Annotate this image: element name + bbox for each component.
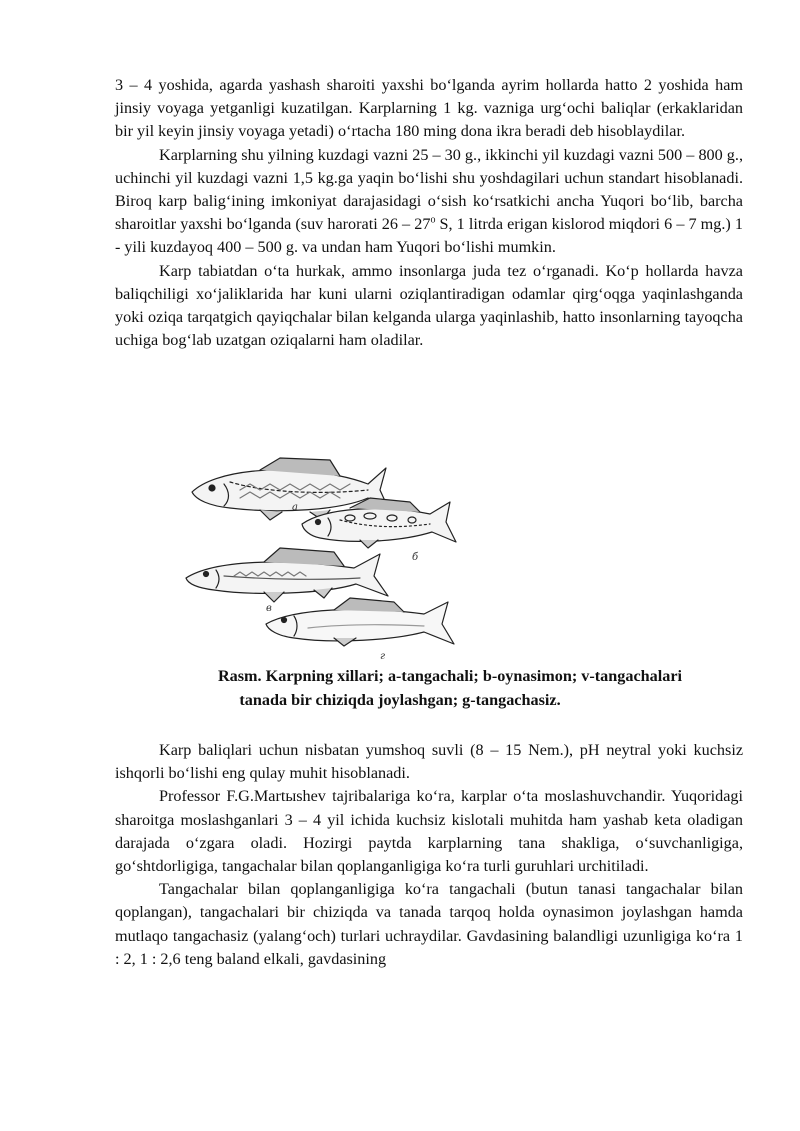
fish-v-label: в bbox=[266, 603, 272, 614]
text-block-top bbox=[115, 74, 743, 352]
degree-mark: o bbox=[430, 214, 436, 226]
text-block-bottom bbox=[115, 739, 743, 971]
carp-varieties-illustration bbox=[180, 444, 480, 664]
fish-a-label: а bbox=[292, 502, 298, 513]
caption-line-1: Rasm. Karpning xillari; a-tangachali; b-oynasimon; v-tangachalari bbox=[217, 667, 683, 685]
paragraph-2-tail: S, 1 litrda erigan kislorod miqdori 6 – 7 mg.) 1 - yili kuzdayoq 400 – 500 g. va undan ham Yuqori bo‘lishi mumkin. bbox=[115, 215, 743, 257]
figure-caption bbox=[150, 664, 750, 712]
fish-b-label: б bbox=[412, 552, 419, 563]
fish-g-label: г bbox=[380, 651, 386, 662]
paragraph-5: Professor F.G.Martыshev tajribalariga ko‘ra, karplar o‘ta moslashuvchandir. Yuqoridagi sharoitga moslashganlari 3 – 4 yil ichida kuchsiz kislotali muhitda ham yashab keta oladigan darajada o‘zgara oladi. Hozirgi paytda karplarning tana shakliga, o‘suvchanligiga, go‘shtdorligiga, tangachalar bilan qoplanganligiga ko‘ra turli guruhlari urchitiladi. bbox=[115, 787, 743, 876]
paragraph-1: 3 – 4 yoshida, agarda yashash sharoiti yaxshi bo‘lganda ayrim hollarda hatto 2 yoshida ham jinsiy voyaga yetganligi kuzatilgan. Karplarning 1 kg. vazniga urg‘ochi baliqlar (erkaklaridan bir yil keyin jinsiy voyaga yetadi) o‘rtacha 180 ming dona ikra beradi deb hisoblaydilar. bbox=[115, 76, 743, 141]
paragraph-2 bbox=[115, 144, 743, 260]
paragraph-3: Karp tabiatdan o‘ta hurkak, ammo insonlarga juda tez o‘rganadi. Ko‘p hollarda havza baliqchiligi xo‘jaliklarida har kuni ularni oziqlantiradigan odamlar qirg‘oqga yaqinlashganda yoki oziqa tarqatgich qayiqchalar bilan kelganda ularga yaqinlashib, hatto insonlarning tayoqcha uchiga bog‘lab uzatgan oziqalarni ham oladilar. bbox=[115, 261, 743, 350]
paragraph-4: Karp baliqlari uchun nisbatan yumshoq suvli (8 – 15 Nem.), pH neytral yoki kuchsiz ishqorli bo‘lishi eng qulay muhit hisoblanadi. bbox=[115, 741, 743, 783]
carp-figure bbox=[180, 444, 480, 664]
paragraph-6: Tangachalar bilan qoplanganligiga ko‘ra tangachali (butun tanasi tangachalar bilan qoplangan), tangachalari bir chiziqda va tanada tarqoq holda oynasimon joylashgan hamda mutlaqo tangachasiz (yalang‘och) turlari uchraydilar. Gavdasining balandligi uzunligiga ko‘ra 1 : 2, 1 : 2,6 teng baland elkali, gavdasining bbox=[115, 880, 743, 968]
fish-g-drawing bbox=[266, 598, 454, 646]
fish-v-drawing bbox=[186, 548, 388, 602]
caption-line-2: tanada bir chiziqda joylashgan; g-tangachasiz. bbox=[239, 691, 561, 709]
paragraph-2-text: Karplarning shu yilning kuzdagi vazni 25 – 30 g., ikkinchi yil kuzdagi vazni 500 – 800 g., uchinchi yil kuzdagi vazni 1,5 kg.ga yaqin bo‘lishi shu yoshdagilari uchun standart hisoblanadi. Biroq karp balig‘ining imkoniyat darajasidagi o‘sish ko‘rsatkichi ancha Yuqori bo‘lib, barcha sharoitlar yaxshi bo‘lganda (suv harorati 26 – 27 bbox=[115, 145, 743, 234]
